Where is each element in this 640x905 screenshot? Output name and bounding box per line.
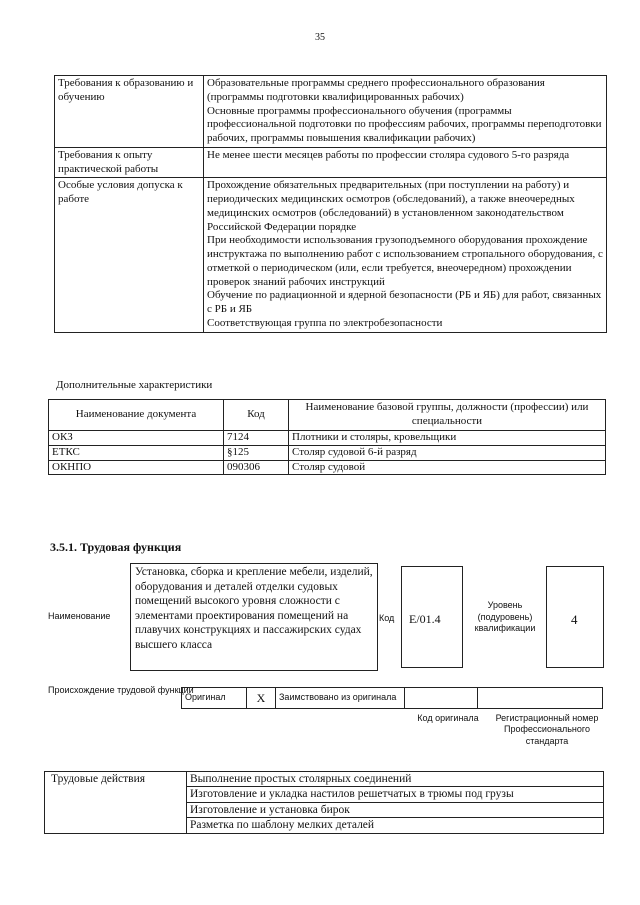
table-row bbox=[49, 445, 606, 460]
action-item: Разметка по шаблону мелких деталей bbox=[187, 818, 604, 833]
req-line: Основные программы профессионального обучения (программы профессиональной подготовки по профессиям рабочих, программы переподготовки рабочих, программы повышения квалификации рабочих) bbox=[207, 104, 602, 144]
origin-mark: X bbox=[247, 688, 276, 709]
table-row bbox=[45, 772, 604, 787]
table-row bbox=[182, 688, 603, 709]
req-line: Прохождение обязательных предварительных (при поступлении на работу) и периодических медицинских осмотров (обследований), а также внеочередных медицинских осмотров (обследований) в установленном законодательством Российской Федерации порядке bbox=[207, 179, 575, 233]
code-original-label: Код оригинала bbox=[417, 713, 479, 723]
cell-name: Плотники и столяры, кровельщики bbox=[289, 431, 606, 446]
table-row bbox=[55, 147, 607, 178]
function-name: Установка, сборка и крепление мебели, изделий, оборудования и деталей отделки судовых помещений высокого уровня сложности с элементами проектирования помещений на плавучих конструкциях и пассажирских судах высшего класса bbox=[130, 563, 378, 671]
header-document: Наименование документа bbox=[49, 400, 224, 431]
origin-code-cell bbox=[405, 688, 478, 709]
req-label-experience: Требования к опыту практической работы bbox=[55, 147, 204, 178]
cell-name: Столяр судовой bbox=[289, 460, 606, 475]
table-row bbox=[49, 431, 606, 446]
section-title: 3.5.1. Трудовая функция bbox=[50, 540, 182, 554]
table-row bbox=[55, 178, 607, 332]
requirements-table bbox=[54, 75, 607, 333]
req-line: Соответствующая группа по электробезопасности bbox=[207, 316, 443, 329]
origin-label: Происхождение трудовой функции bbox=[48, 685, 194, 695]
origin-original: Оригинал bbox=[182, 688, 247, 709]
page-number: 35 bbox=[315, 32, 325, 43]
action-item: Выполнение простых столярных соединений bbox=[187, 772, 604, 787]
req-line: При необходимости использования грузоподъемного оборудования прохождение инструктажа по выполнению работ с использованием стропального оборудования, с отметкой о периодическом (или, если требуется, внеочередном) прохождении проверок знаний рабочих инструкций bbox=[207, 234, 603, 288]
req-value-experience bbox=[204, 147, 607, 178]
cell-doc: ОКЗ bbox=[49, 431, 224, 446]
cell-name: Столяр судовой 6-й разряд bbox=[289, 445, 606, 460]
req-line: Обучение по радиационной и ядерной безопасности (РБ и ЯБ) для работ, связанных с РБ и ЯБ bbox=[207, 289, 602, 315]
actions-table bbox=[44, 771, 604, 834]
req-label-conditions: Особые условия допуска к работе bbox=[55, 178, 204, 332]
name-label: Наименование bbox=[48, 611, 111, 621]
level-value: 4 bbox=[571, 612, 578, 627]
code-value: E/01.4 bbox=[409, 612, 441, 626]
origin-table bbox=[181, 687, 603, 709]
table-header-row bbox=[49, 400, 606, 431]
table-row bbox=[49, 460, 606, 475]
req-value-education bbox=[204, 76, 607, 148]
origin-reg-cell bbox=[478, 688, 603, 709]
actions-label: Трудовые действия bbox=[45, 772, 187, 834]
cell-code: 090306 bbox=[224, 460, 289, 475]
table-row bbox=[55, 76, 607, 148]
additional-table bbox=[48, 399, 606, 475]
action-item: Изготовление и установка бирок bbox=[187, 802, 604, 817]
cell-doc: ОКНПО bbox=[49, 460, 224, 475]
req-line: Образовательные программы среднего профессионального образования (программы подготовки квалифицированных рабочих) bbox=[207, 77, 545, 103]
action-item: Изготовление и укладка настилов решетчатых в трюмы под грузы bbox=[187, 787, 604, 802]
origin-borrowed: Заимствовано из оригинала bbox=[276, 688, 405, 709]
req-line: Не менее шести месяцев работы по профессии столяра судового 5-го разряда bbox=[207, 148, 570, 161]
header-group: Наименование базовой группы, должности (профессии) или специальности bbox=[289, 400, 606, 431]
req-label-education: Требования к образованию и обучению bbox=[55, 76, 204, 148]
req-value-conditions bbox=[204, 178, 607, 332]
code-label: Код bbox=[379, 613, 395, 623]
cell-code: §125 bbox=[224, 445, 289, 460]
level-label: Уровень (подуровень) квалификации bbox=[474, 600, 536, 634]
header-code: Код bbox=[224, 400, 289, 431]
reg-number-label: Регистрационный номер Профессионального стандарта bbox=[495, 713, 599, 746]
cell-code: 7124 bbox=[224, 431, 289, 446]
cell-doc: ЕТКС bbox=[49, 445, 224, 460]
additional-caption: Дополнительные характеристики bbox=[56, 379, 213, 391]
